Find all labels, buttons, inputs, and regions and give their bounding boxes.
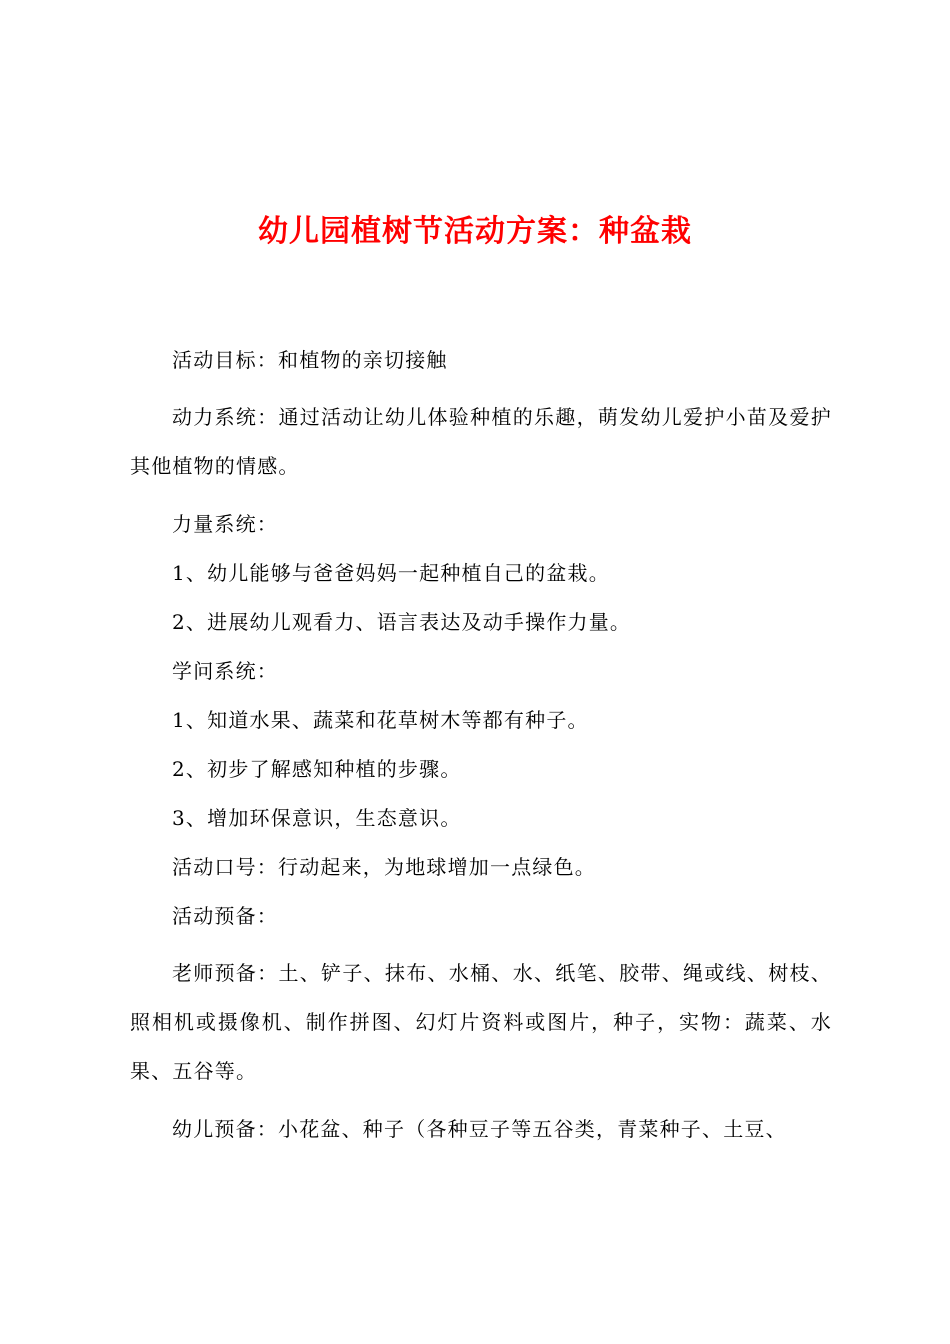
paragraph-slogan: 活动口号：行动起来，为地球增加一点绿色。 [172, 855, 596, 879]
paragraph-motivation-system: 动力系统：通过活动让幼儿体验种植的乐趣，萌发幼儿爱护小苗及爱护其他植物的情感。 [130, 405, 832, 478]
paragraph-child-preparation: 幼儿预备：小花盆、种子（各种豆子等五谷类，青菜种子、土豆、 [172, 1117, 787, 1141]
document-body [130, 344, 832, 1162]
paragraph-knowledge-2: 2、初步了解感知种植的步骤。 [172, 757, 462, 781]
document-title: 幼儿园植树节活动方案：种盆栽 [258, 214, 692, 249]
paragraph-ability-heading: 力量系统： [172, 512, 278, 536]
paragraph-knowledge-3: 3、增加环保意识，生态意识。 [172, 806, 462, 830]
paragraph-activity-goal: 活动目标：和植物的亲切接触 [172, 348, 448, 372]
paragraph-knowledge-heading: 学问系统： [172, 659, 278, 683]
paragraph-ability-2: 2、进展幼儿观看力、语言表达及动手操作力量。 [172, 610, 632, 634]
paragraph-preparation-heading: 活动预备： [172, 904, 278, 928]
paragraph-teacher-preparation: 老师预备：土、铲子、抹布、水桶、水、纸笔、胶带、绳或线、树枝、照相机或摄像机、制作拼图、幻灯片资料或图片，种子，实物：蔬菜、水果、五谷等。 [130, 961, 832, 1083]
paragraph-ability-1: 1、幼儿能够与爸爸妈妈一起种植自己的盆栽。 [172, 561, 610, 585]
paragraph-knowledge-1: 1、知道水果、蔬菜和花草树木等都有种子。 [172, 708, 589, 732]
